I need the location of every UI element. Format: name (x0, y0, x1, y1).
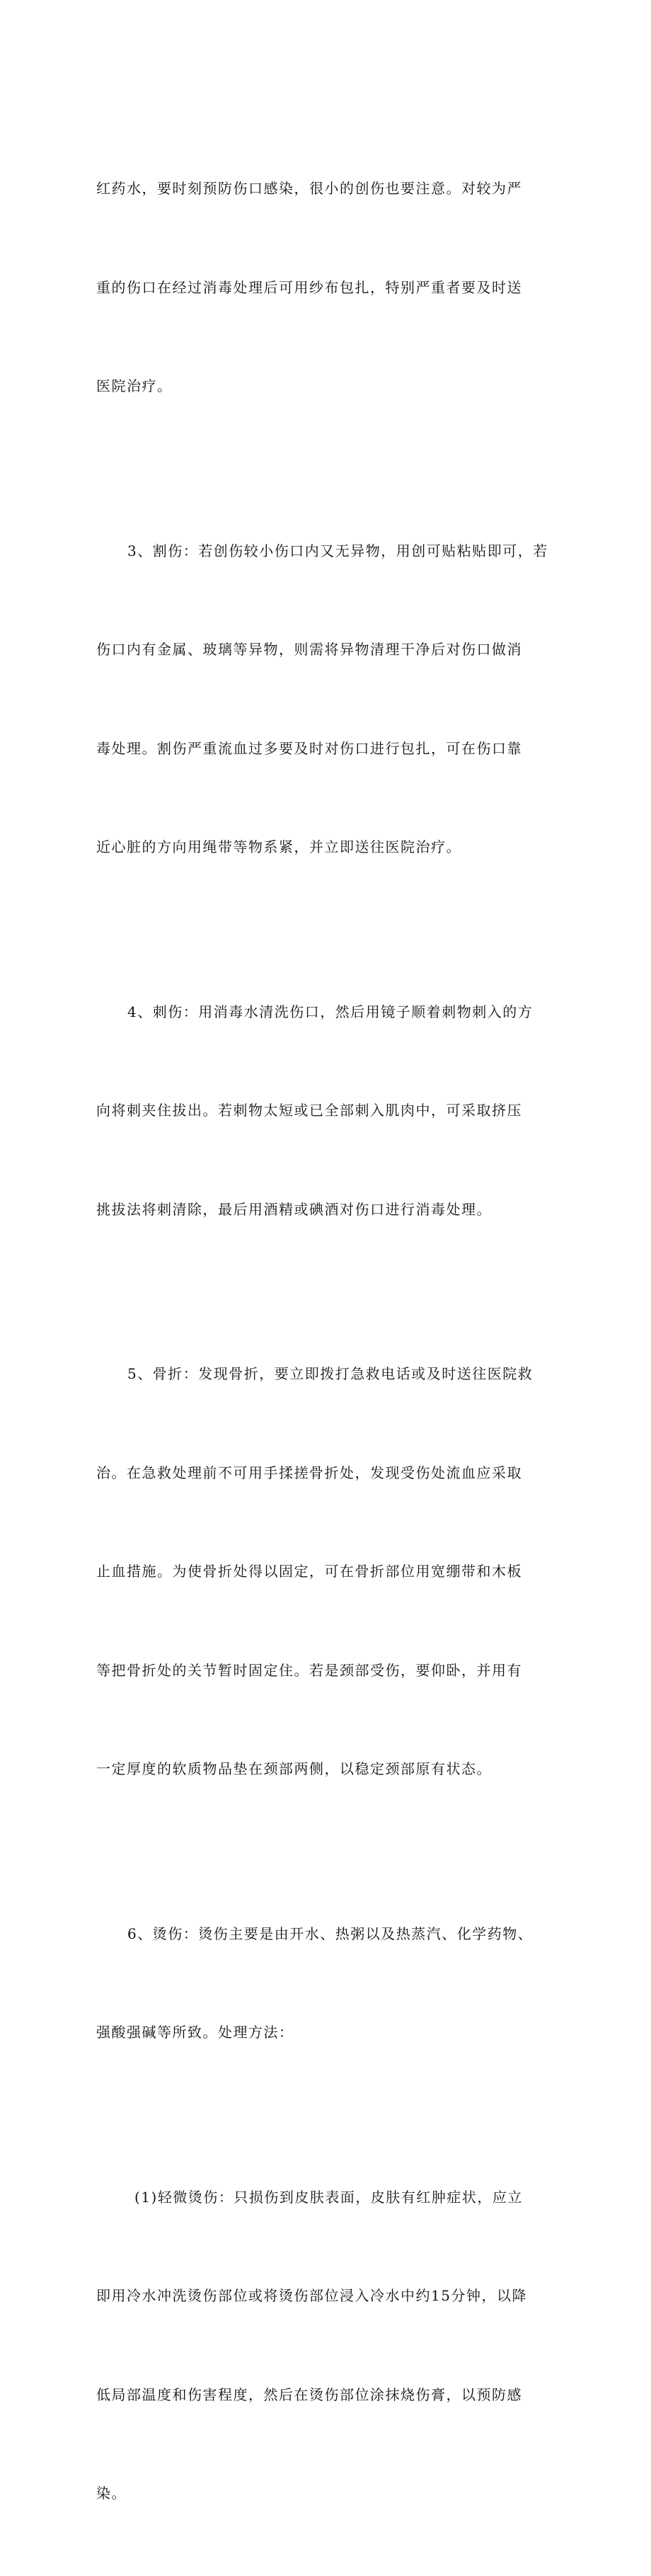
paragraph-burn-mild (96, 2115, 566, 2576)
paragraph-burn (96, 1852, 566, 2115)
text-line: 近心脏的方向用绳带等物系紧，并立即送往医院治疗。 (96, 838, 461, 855)
text-line: 挑拔法将刺清除，最后用酒精或碘酒对伤口进行消毒处理。 (96, 1200, 492, 1218)
text-line: 6、烫伤：烫伤主要是由开水、热粥以及热蒸汽、化学药物、 (127, 1925, 534, 1942)
text-line: 即用冷水冲洗烫伤部位或将烫伤部位浸入冷水中约15分钟，以降 (96, 2287, 527, 2304)
text-line: 染。 (96, 2485, 127, 2502)
text-line: 强酸强碱等所致。处理方法： (96, 2024, 294, 2041)
text-line: 止血措施。为使骨折处得以固定，可在骨折部位用宽绷带和木板 (96, 1563, 522, 1580)
paragraph-cut-injury (96, 469, 566, 930)
text-line: 等把骨折处的关节暂时固定住。若是颈部受伤，要仰卧，并用有 (96, 1661, 522, 1679)
text-line: 低局部温度和伤害程度，然后在烫伤部位涂抹烧伤膏，以预防感 (96, 2386, 522, 2403)
text-line: 伤口内有金属、玻璃等异物，则需将异物清理干净后对伤口做消 (96, 641, 522, 658)
document-body (96, 106, 566, 2576)
paragraph-stab-injury (96, 930, 566, 1292)
text-line: 医院治疗。 (96, 377, 173, 394)
text-line: 红药水，要时刻预防伤口感染，很小的创伤也要注意。对较为严 (96, 180, 522, 197)
text-line: 向将刺夹住拔出。若刺物太短或已全部刺入肌肉中，可采取挤压 (96, 1102, 522, 1119)
paragraph-continuation (96, 106, 566, 469)
text-line: (1)轻微烫伤：只损伤到皮肤表面，皮肤有红肿症状，应立 (134, 2188, 523, 2206)
text-line: 一定厚度的软质物品垫在颈部两侧，以稳定颈部原有状态。 (96, 1760, 492, 1777)
text-line: 治。在急救处理前不可用手揉搓骨折处，发现受伤处流血应采取 (96, 1464, 522, 1481)
text-line: 4、刺伤：用消毒水清洗伤口，然后用镜子顺着刺物刺入的方 (127, 1003, 534, 1020)
paragraph-fracture (96, 1292, 566, 1852)
text-line: 毒处理。割伤严重流血过多要及时对伤口进行包扎，可在伤口靠 (96, 739, 522, 757)
text-line: 重的伤口在经过消毒处理后可用纱布包扎，特别严重者要及时送 (96, 278, 522, 296)
text-line: 3、割伤：若创伤较小伤口内又无异物，用创可贴粘贴即可，若 (127, 542, 548, 559)
text-line: 5、骨折：发现骨折，要立即拨打急救电话或及时送往医院救 (127, 1365, 534, 1382)
